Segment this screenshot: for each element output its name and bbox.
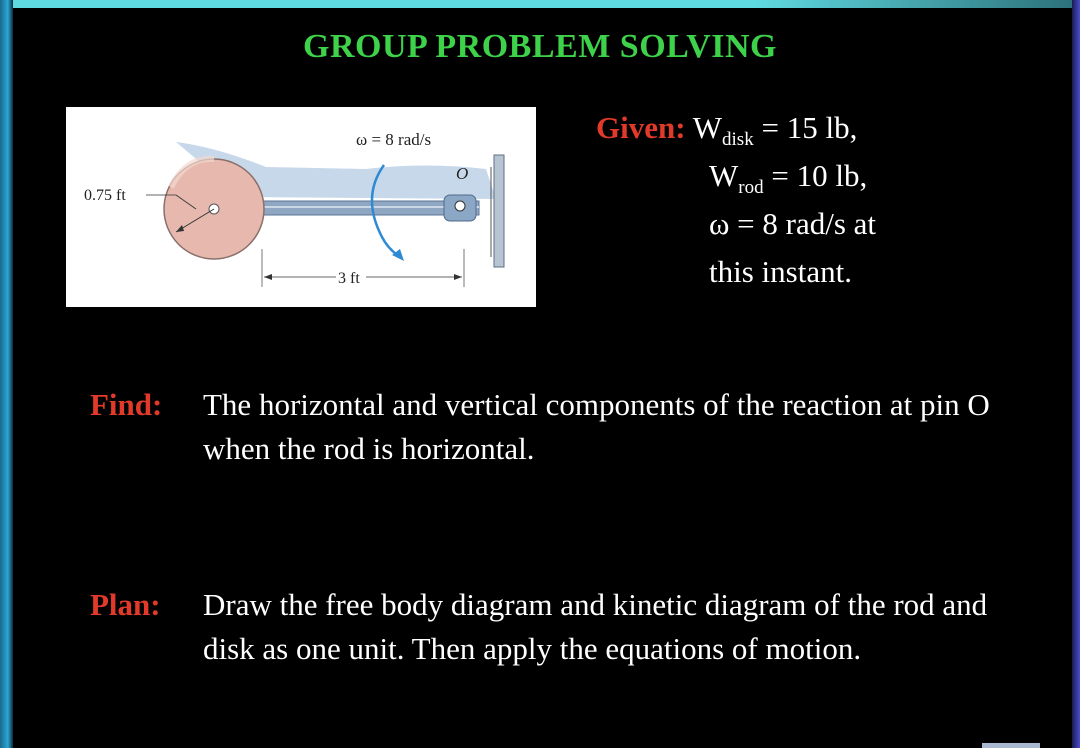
given-line-1	[596, 104, 876, 152]
plan-label: Plan:	[90, 587, 161, 622]
find-text: The horizontal and vertical components of the reaction at pin O when the rod is horizontal.	[203, 387, 990, 466]
omega-label: ω = 8 rad/s	[356, 130, 432, 149]
given-line1-var: W	[692, 110, 723, 145]
corner-thumbnail	[982, 743, 1040, 748]
given-line2-var: W	[709, 158, 739, 193]
slide-title: GROUP PROBLEM SOLVING	[303, 28, 777, 65]
problem-figure	[66, 107, 536, 307]
given-line2-value: = 10 lb,	[763, 158, 868, 193]
pin-label: O	[456, 164, 469, 183]
disk-rod-diagram	[66, 107, 536, 307]
given-label: Given:	[596, 110, 686, 145]
given-line-4: this instant.	[709, 254, 852, 289]
pin-O	[455, 201, 465, 211]
left-border	[0, 0, 13, 748]
plan-text: Draw the free body diagram and kinetic diagram of the rod and disk as one unit. Then apply the equations of motion.	[203, 587, 988, 666]
wall	[494, 155, 504, 267]
top-border	[0, 0, 1080, 8]
right-border	[1072, 0, 1080, 748]
given-line-3: ω = 8 rad/s at	[709, 206, 877, 241]
given-line1-sub: disk	[722, 129, 754, 150]
given-line1-value: = 15 lb,	[753, 110, 858, 145]
given-line-2	[596, 152, 876, 200]
given-block	[596, 104, 876, 296]
find-label: Find:	[90, 387, 163, 422]
find-block	[90, 383, 1023, 471]
radius-label: 0.75 ft	[84, 187, 126, 204]
plan-block	[90, 583, 1023, 671]
length-label: 3 ft	[338, 270, 360, 287]
given-line2-sub: rod	[738, 177, 764, 198]
